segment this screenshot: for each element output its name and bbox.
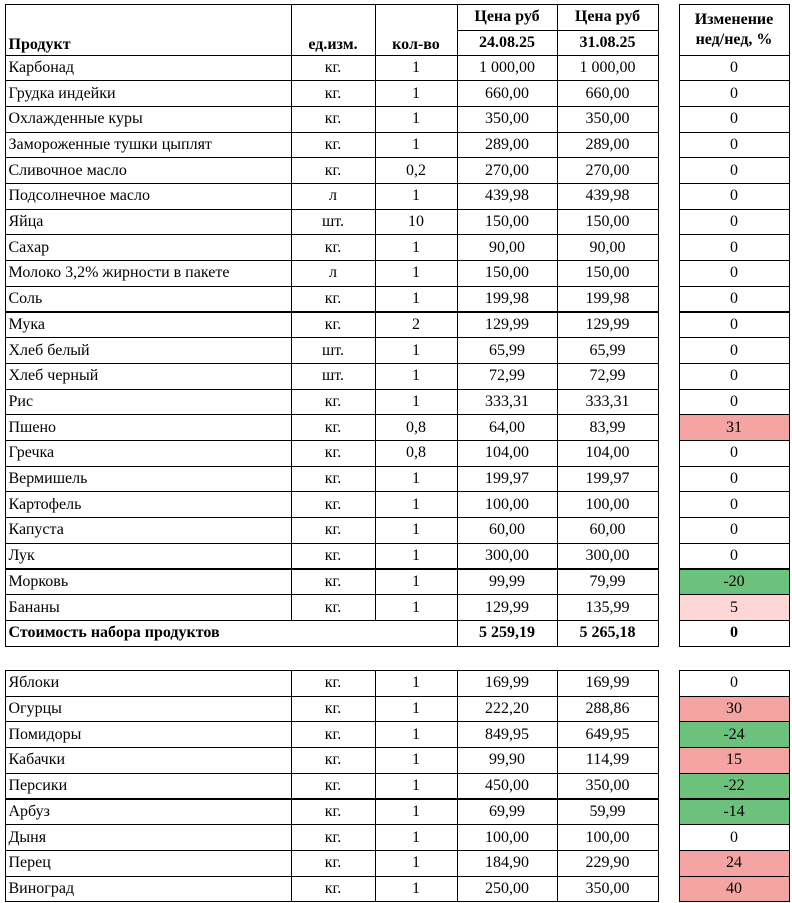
change-percent: 0 <box>679 183 790 210</box>
change-percent: 31 <box>679 414 790 441</box>
product-unit: л <box>291 183 376 210</box>
change-percent: 0 <box>679 55 790 82</box>
price-week2: 135,99 <box>557 594 659 621</box>
product-qty: 1 <box>375 337 458 364</box>
change-percent: 0 <box>679 491 790 518</box>
product-name: Охлажденные куры <box>5 106 292 133</box>
product-unit: кг. <box>291 824 376 851</box>
header-change <box>679 4 790 56</box>
price-week2: 129,99 <box>557 312 659 339</box>
total-change: 0 <box>679 620 790 647</box>
product-name: Сахар <box>5 234 292 261</box>
change-percent: 0 <box>679 389 790 416</box>
product-qty: 1 <box>375 491 458 518</box>
product-qty: 0,8 <box>375 440 458 467</box>
product-unit: кг. <box>291 234 376 261</box>
price-week2: 229,90 <box>557 850 659 877</box>
price-week2: 59,99 <box>557 799 659 826</box>
price-week2: 350,00 <box>557 876 659 903</box>
product-unit: кг. <box>291 466 376 493</box>
product-name: Дыня <box>5 824 292 851</box>
product-name: Гречка <box>5 440 292 467</box>
price-week2: 649,95 <box>557 721 659 748</box>
price-week1: 350,00 <box>457 106 558 133</box>
change-percent: 0 <box>679 440 790 467</box>
price-week2: 90,00 <box>557 234 659 261</box>
product-unit: кг. <box>291 389 376 416</box>
price-week1: 99,99 <box>457 569 558 596</box>
product-name: Соль <box>5 286 292 313</box>
product-unit: кг. <box>291 696 376 723</box>
price-week2: 60,00 <box>557 517 659 544</box>
product-name: Морковь <box>5 569 292 596</box>
product-unit: кг. <box>291 569 376 596</box>
product-qty: 1 <box>375 773 458 800</box>
product-name: Кабачки <box>5 747 292 774</box>
product-name: Персики <box>5 773 292 800</box>
price-week2: 150,00 <box>557 209 659 236</box>
product-qty: 1 <box>375 55 458 82</box>
total-price-week2: 5 265,18 <box>557 620 659 647</box>
price-week2: 660,00 <box>557 80 659 107</box>
product-unit: кг. <box>291 721 376 748</box>
price-week2: 199,98 <box>557 286 659 313</box>
product-unit: кг. <box>291 773 376 800</box>
total-price-week1: 5 259,19 <box>457 620 558 647</box>
product-qty: 1 <box>375 260 458 287</box>
price-week2: 270,00 <box>557 157 659 184</box>
price-week2: 83,99 <box>557 414 659 441</box>
product-unit: кг. <box>291 286 376 313</box>
price-week2: 65,99 <box>557 337 659 364</box>
product-unit: кг. <box>291 747 376 774</box>
price-week2: 100,00 <box>557 824 659 851</box>
change-percent: 0 <box>679 234 790 261</box>
price-week2: 350,00 <box>557 773 659 800</box>
price-week2: 100,00 <box>557 491 659 518</box>
price-week1: 300,00 <box>457 543 558 570</box>
product-unit: кг. <box>291 491 376 518</box>
product-name: Картофель <box>5 491 292 518</box>
price-week1: 65,99 <box>457 337 558 364</box>
product-name: Сливочное масло <box>5 157 292 184</box>
total-label: Стоимость набора продуктов <box>5 620 458 647</box>
product-name: Хлеб белый <box>5 337 292 364</box>
product-unit: кг. <box>291 414 376 441</box>
change-percent: 0 <box>679 543 790 570</box>
price-week1: 150,00 <box>457 209 558 236</box>
product-qty: 1 <box>375 850 458 877</box>
header-change-unit: нед/нед, % <box>695 30 773 48</box>
price-week1: 64,00 <box>457 414 558 441</box>
product-unit: кг. <box>291 876 376 903</box>
price-week2: 169,99 <box>557 670 659 697</box>
product-name: Перец <box>5 850 292 877</box>
price-week1: 199,97 <box>457 466 558 493</box>
header-price1-label: Цена руб <box>457 4 558 31</box>
product-qty: 0,2 <box>375 157 458 184</box>
header-price2-date: 31.08.25 <box>557 30 659 56</box>
price-week1: 100,00 <box>457 824 558 851</box>
product-qty: 1 <box>375 670 458 697</box>
change-percent: 30 <box>679 696 790 723</box>
product-unit: кг. <box>291 799 376 826</box>
price-week1: 72,99 <box>457 363 558 390</box>
price-week1: 60,00 <box>457 517 558 544</box>
price-week1: 270,00 <box>457 157 558 184</box>
header-qty: кол-во <box>375 4 458 56</box>
price-week2: 79,99 <box>557 569 659 596</box>
product-name: Яйца <box>5 209 292 236</box>
price-week1: 99,90 <box>457 747 558 774</box>
price-week2: 289,00 <box>557 132 659 159</box>
price-week1: 104,00 <box>457 440 558 467</box>
product-name: Рис <box>5 389 292 416</box>
product-unit: л <box>291 260 376 287</box>
change-percent: 0 <box>679 312 790 339</box>
price-week1: 250,00 <box>457 876 558 903</box>
product-name: Хлеб черный <box>5 363 292 390</box>
price-week1: 100,00 <box>457 491 558 518</box>
product-name: Подсолнечное масло <box>5 183 292 210</box>
price-week2: 439,98 <box>557 183 659 210</box>
change-percent: 0 <box>679 286 790 313</box>
price-week1: 333,31 <box>457 389 558 416</box>
product-name: Огурцы <box>5 696 292 723</box>
price-week2: 72,99 <box>557 363 659 390</box>
price-week2: 288,86 <box>557 696 659 723</box>
price-week1: 660,00 <box>457 80 558 107</box>
price-week2: 199,97 <box>557 466 659 493</box>
product-qty: 1 <box>375 824 458 851</box>
change-percent: 5 <box>679 594 790 621</box>
product-unit: кг. <box>291 670 376 697</box>
price-week2: 1 000,00 <box>557 55 659 82</box>
product-name: Вермишель <box>5 466 292 493</box>
product-name: Замороженные тушки цыплят <box>5 132 292 159</box>
price-week1: 222,20 <box>457 696 558 723</box>
product-qty: 1 <box>375 106 458 133</box>
product-qty: 1 <box>375 234 458 261</box>
change-percent: 0 <box>679 80 790 107</box>
product-name: Лук <box>5 543 292 570</box>
product-unit: кг. <box>291 440 376 467</box>
change-percent: 0 <box>679 132 790 159</box>
price-week2: 333,31 <box>557 389 659 416</box>
product-unit: кг. <box>291 55 376 82</box>
product-unit: кг. <box>291 106 376 133</box>
change-percent: -24 <box>679 721 790 748</box>
product-qty: 1 <box>375 286 458 313</box>
product-unit: шт. <box>291 209 376 236</box>
change-percent: 0 <box>679 337 790 364</box>
change-percent: -14 <box>679 799 790 826</box>
product-qty: 1 <box>375 183 458 210</box>
product-qty: 1 <box>375 799 458 826</box>
change-percent: -22 <box>679 773 790 800</box>
product-unit: кг. <box>291 132 376 159</box>
product-name: Помидоры <box>5 721 292 748</box>
product-name: Карбонад <box>5 55 292 82</box>
product-qty: 1 <box>375 389 458 416</box>
price-week1: 150,00 <box>457 260 558 287</box>
product-name: Виноград <box>5 876 292 903</box>
product-qty: 1 <box>375 80 458 107</box>
product-qty: 1 <box>375 569 458 596</box>
product-unit: кг. <box>291 594 376 621</box>
product-name: Мука <box>5 312 292 339</box>
product-qty: 1 <box>375 721 458 748</box>
product-qty: 1 <box>375 696 458 723</box>
change-percent: 0 <box>679 824 790 851</box>
change-percent: 0 <box>679 157 790 184</box>
change-percent: 0 <box>679 363 790 390</box>
product-qty: 1 <box>375 132 458 159</box>
header-price1-date: 24.08.25 <box>457 30 558 56</box>
product-qty: 1 <box>375 466 458 493</box>
product-unit: кг. <box>291 850 376 877</box>
price-week1: 199,98 <box>457 286 558 313</box>
product-name: Арбуз <box>5 799 292 826</box>
price-week2: 350,00 <box>557 106 659 133</box>
product-qty: 1 <box>375 876 458 903</box>
product-name: Молоко 3,2% жирности в пакете <box>5 260 292 287</box>
price-week1: 439,98 <box>457 183 558 210</box>
product-name: Бананы <box>5 594 292 621</box>
change-percent: 0 <box>679 106 790 133</box>
price-week2: 104,00 <box>557 440 659 467</box>
product-name: Яблоки <box>5 670 292 697</box>
change-percent: 0 <box>679 209 790 236</box>
header-price2-label: Цена руб <box>557 4 659 31</box>
product-qty: 1 <box>375 363 458 390</box>
product-qty: 2 <box>375 312 458 339</box>
product-qty: 1 <box>375 594 458 621</box>
product-name: Грудка индейки <box>5 80 292 107</box>
product-unit: шт. <box>291 337 376 364</box>
change-percent: -20 <box>679 569 790 596</box>
change-percent: 0 <box>679 466 790 493</box>
change-percent: 0 <box>679 670 790 697</box>
product-unit: кг. <box>291 312 376 339</box>
price-week1: 169,99 <box>457 670 558 697</box>
product-unit: кг. <box>291 157 376 184</box>
product-name: Капуста <box>5 517 292 544</box>
price-week1: 849,95 <box>457 721 558 748</box>
product-qty: 10 <box>375 209 458 236</box>
price-week1: 184,90 <box>457 850 558 877</box>
product-qty: 1 <box>375 517 458 544</box>
price-week1: 69,99 <box>457 799 558 826</box>
product-unit: кг. <box>291 80 376 107</box>
product-qty: 0,8 <box>375 414 458 441</box>
price-week2: 150,00 <box>557 260 659 287</box>
product-qty: 1 <box>375 543 458 570</box>
price-week2: 114,99 <box>557 747 659 774</box>
header-unit: ед.изм. <box>291 4 376 56</box>
change-percent: 15 <box>679 747 790 774</box>
product-unit: шт. <box>291 363 376 390</box>
header-product: Продукт <box>5 4 292 56</box>
price-week1: 450,00 <box>457 773 558 800</box>
price-week1: 1 000,00 <box>457 55 558 82</box>
price-week2: 300,00 <box>557 543 659 570</box>
header-change-label: Изменение <box>694 10 774 28</box>
price-week1: 90,00 <box>457 234 558 261</box>
product-name: Пшено <box>5 414 292 441</box>
price-week1: 129,99 <box>457 312 558 339</box>
change-percent: 0 <box>679 260 790 287</box>
product-unit: кг. <box>291 517 376 544</box>
product-qty: 1 <box>375 747 458 774</box>
change-percent: 0 <box>679 517 790 544</box>
change-percent: 40 <box>679 876 790 903</box>
change-percent: 24 <box>679 850 790 877</box>
price-week1: 129,99 <box>457 594 558 621</box>
product-unit: кг. <box>291 543 376 570</box>
price-week1: 289,00 <box>457 132 558 159</box>
